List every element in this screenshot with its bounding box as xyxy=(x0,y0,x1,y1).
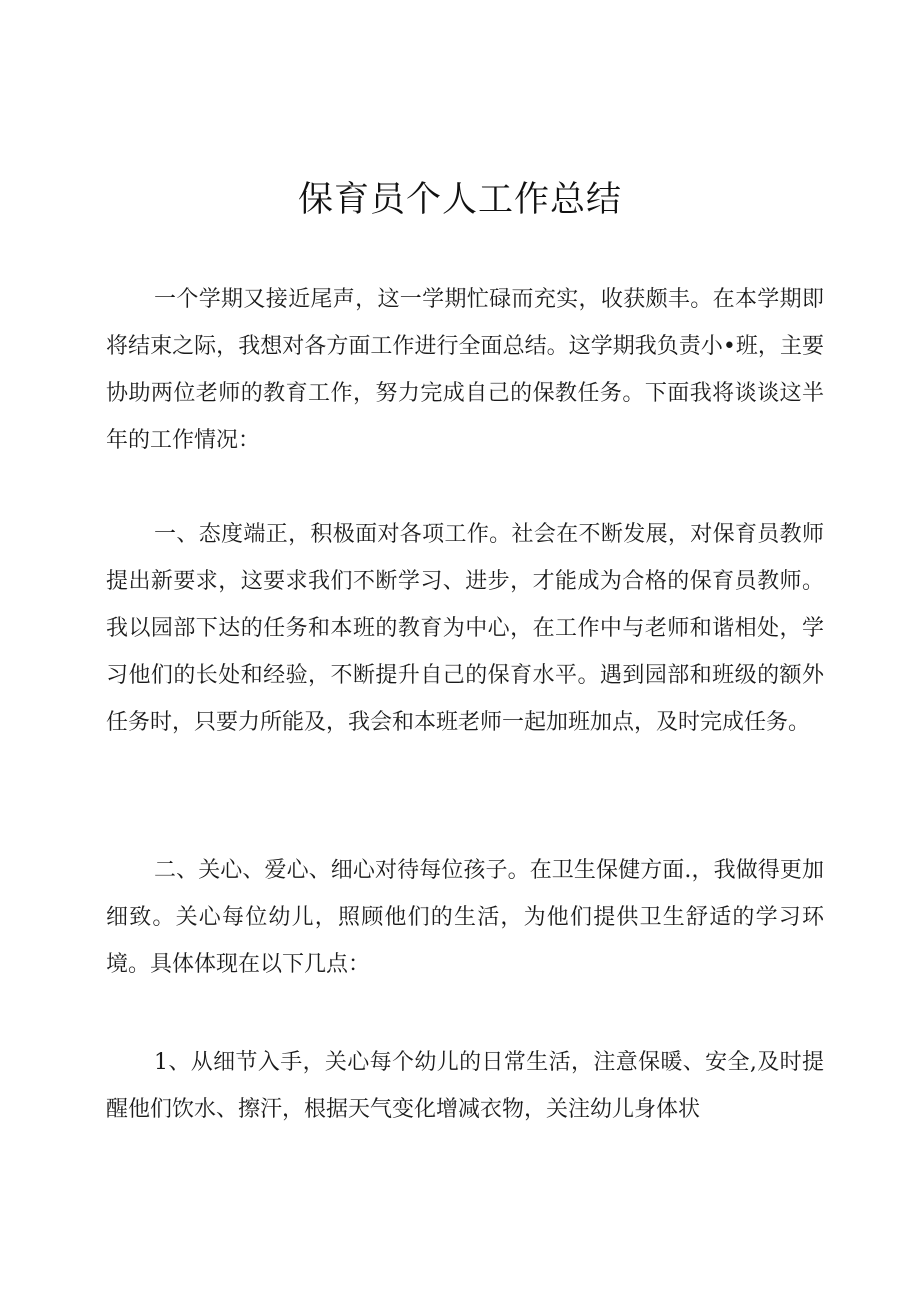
paragraph-section-one: 一、态度端正，积极面对各项工作。社会在不断发展，对保育员教师提出新要求，这要求我们不断学习、进步，才能成为合格的保育员教师。我以园部下达的任务和本班的教育为中心，在工作中与老师和谐相处，学习他们的长处和经验，不断提升自己的保育水平。遇到园部和班级的额外任务时，只要力所能及，我会和本班老师一起加班加点，及时完成任务。 xyxy=(106,522,824,735)
paragraph-intro: 一个学期又接近尾声，这一学期忙碌而充实，收获颇丰。在本学期即将结束之际，我想对各方面工作进行全面总结。这学期我负责小•班，主要协助两位老师的教育工作，努力完成自己的保教任务。下面我将谈谈这半年的工作情况： xyxy=(106,287,824,453)
paragraph-section-two: 二、关心、爱心、细心对待每位孩子。在卫生保健方面.，我做得更加细致。关心每位幼儿，照顾他们的生活，为他们提供卫生舒适的学习环境。具体体现在以下几点： xyxy=(106,858,824,977)
paragraph-point-one: 1、从细节入手，关心每个幼儿的日常生活，注意保暖、安全,及时提醒他们饮水、擦汗，根据天气变化增减衣物，关注幼儿身体状 xyxy=(106,1050,824,1122)
document-title: 保育员个人工作总结 xyxy=(297,180,622,220)
